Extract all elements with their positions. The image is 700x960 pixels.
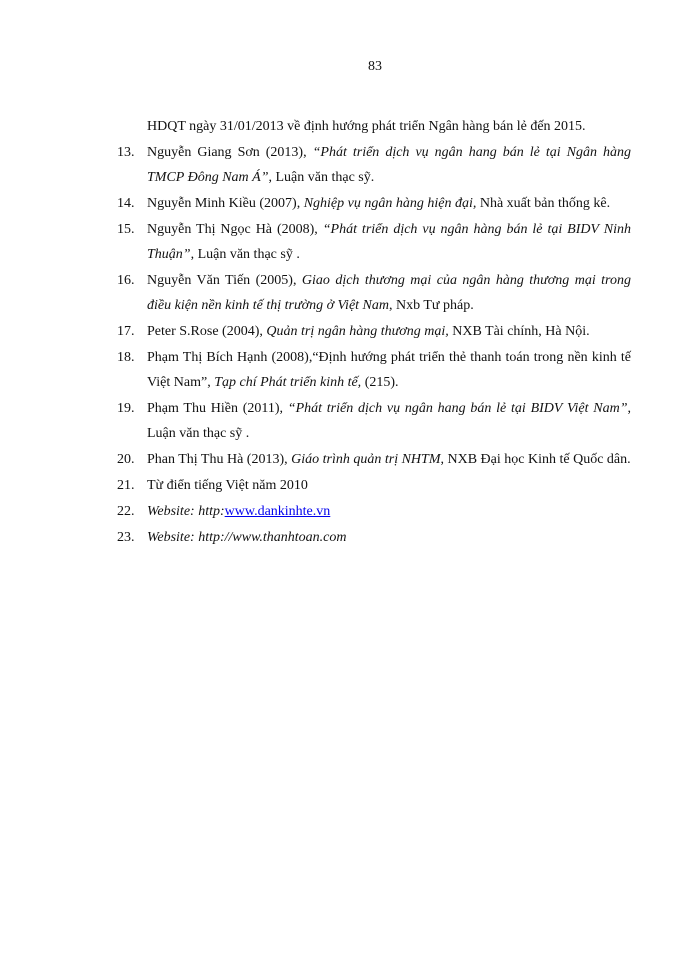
reference-text: Phạm Thị Bích Hạnh (2008),“Định hướng phát triển thẻ thanh toán trong nền kinh tế Việt Nam”, Tạp chí Phát triển kinh tế, (215). xyxy=(147,350,631,390)
reference-text: Từ điển tiếng Việt năm 2010 xyxy=(147,478,308,493)
reference-item xyxy=(0,345,700,395)
reference-number: 14. xyxy=(117,196,135,211)
reference-text: Phạm Thu Hiền (2011), “Phát triển dịch vụ ngân hang bán lẻ tại BIDV Việt Nam”, Luận văn thạc sỹ . xyxy=(147,401,631,441)
website-link[interactable]: www.dankinhte.vn xyxy=(224,504,331,519)
reference-text: Peter S.Rose (2004), Quản trị ngân hàng thương mại, NXB Tài chính, Hà Nội. xyxy=(147,324,590,339)
reference-number: 21. xyxy=(117,478,135,493)
reference-item xyxy=(0,473,700,498)
reference-item xyxy=(0,319,700,344)
reference-text: Website: http:www.dankinhte.vn xyxy=(147,504,331,519)
reference-number: 17. xyxy=(117,324,135,339)
page-number: 83 xyxy=(368,59,382,74)
reference-item xyxy=(0,268,700,318)
reference-number: 23. xyxy=(117,530,135,545)
reference-text: Nguyễn Giang Sơn (2013), “Phát triển dịch vụ ngân hang bán lẻ tại Ngân hàng TMCP Đông Nam Á”, Luận văn thạc sỹ. xyxy=(147,145,631,185)
reference-continuation: HDQT ngày 31/01/2013 về định hướng phát triển Ngân hàng bán lẻ đến 2015. xyxy=(147,119,586,134)
reference-item xyxy=(0,217,700,267)
reference-text: Nguyễn Thị Ngọc Hà (2008), “Phát triển dịch vụ ngân hàng bán lẻ tại BIDV Ninh Thuận”, Luận văn thạc sỹ . xyxy=(147,222,631,262)
reference-number: 19. xyxy=(117,401,135,416)
reference-number: 20. xyxy=(117,452,135,467)
reference-text: Phan Thị Thu Hà (2013), Giáo trình quản trị NHTM, NXB Đại học Kinh tế Quốc dân. xyxy=(147,452,631,467)
reference-text: Nguyễn Văn Tiến (2005), Giao dịch thương mại của ngân hàng thương mại trong điều kiện nền kinh tế thị trường ở Việt Nam, Nxb Tư pháp. xyxy=(147,273,631,313)
reference-list xyxy=(0,114,700,550)
reference-text: Nguyễn Minh Kiều (2007), Nghiệp vụ ngân hàng hiện đại, Nhà xuất bản thống kê. xyxy=(147,196,611,211)
reference-item xyxy=(0,499,700,524)
reference-number: 18. xyxy=(117,350,135,365)
reference-item xyxy=(0,447,700,472)
reference-number: 16. xyxy=(117,273,135,288)
reference-number: 22. xyxy=(117,504,135,519)
reference-item xyxy=(0,140,700,190)
reference-item xyxy=(0,396,700,446)
reference-number: 15. xyxy=(117,222,135,237)
reference-item xyxy=(0,191,700,216)
reference-text: Website: http://www.thanhtoan.com xyxy=(147,530,347,545)
reference-item xyxy=(0,525,700,550)
reference-number: 13. xyxy=(117,145,135,160)
